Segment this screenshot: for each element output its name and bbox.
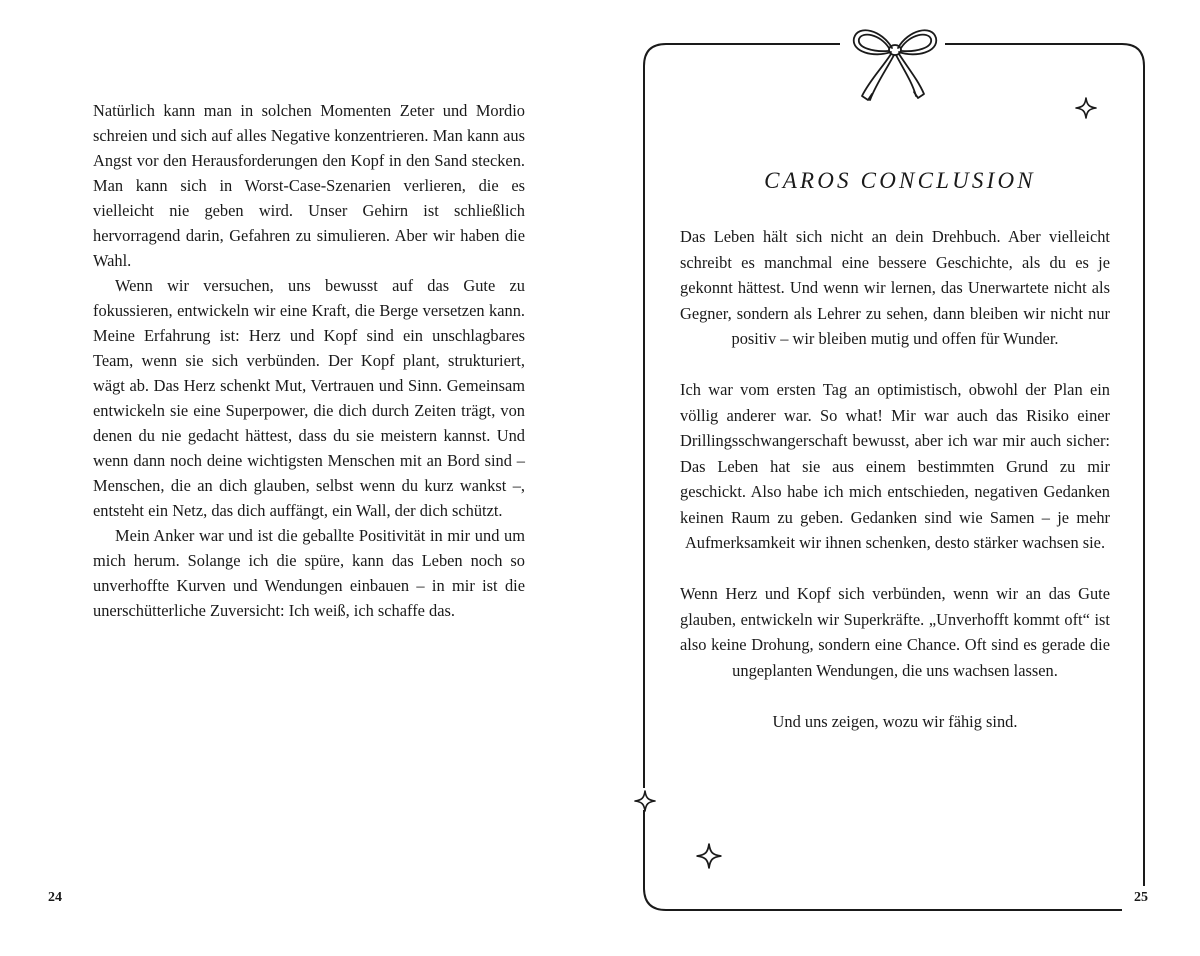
right-page [600, 0, 1200, 956]
body-paragraph-3: Mein Anker war und ist die geballte Positivität in mir und um mich herum. Solange ich die spüre, kann das Leben noch so unverhoffte Kurven und Wendungen einbauen – in mir ist die unerschütterliche Zuversicht: Ich weiß, ich schaffe das. [93, 526, 525, 620]
bow-icon [848, 24, 942, 114]
sparkle-icon [1075, 97, 1097, 119]
body-paragraph-2: Wenn wir versuchen, uns bewusst auf das Gute zu fokussieren, entwickeln wir eine Kraft, die Berge versetzen kann. Meine Erfahrung ist: Herz und Kopf sind ein unschlagbares Team, wenn sie sich verbünden. Der Kopf plant, strukturiert, wägt ab. Das Herz schenkt Mut, Vertrauen und Sinn. Gemeinsam entwickeln sie eine Superpower, die dich durch Zeiten trägt, von denen du nie gedacht hättest, dass du sie meistern kannst. Und wenn dann noch deine wichtigsten Menschen mit an Bord sind – Menschen, die an dich glauben, selbst wenn du kurz wankst –, entsteht ein Netz, das dich auffängt, ein Wall, der dich schützt. [93, 276, 525, 520]
conclusion-paragraph-4: Und uns zeigen, wozu wir fähig sind. [772, 711, 1018, 731]
sparkle-icon [634, 790, 656, 812]
page-number-left: 24 [48, 890, 62, 905]
sparkle-icon [696, 843, 722, 869]
left-page-body [93, 98, 525, 623]
conclusion-body [680, 224, 1110, 760]
conclusion-paragraph-2: Ich war vom ersten Tag an optimistisch, obwohl der Plan ein völlig anderer war. So what! Mir war auch das Risiko einer Drillingsschwangerschaft bewusst, aber ich war mir auch sicher: Das Leben hat sie aus einem bestimmten Grund zu mir geschickt. Also habe ich mich entschieden, negativen Gedanken keinen Raum zu geben. Gedanken sind wie Samen – je mehr Aufmerksamkeit wir ihnen schenken, desto stärker wachsen sie. [680, 380, 1110, 552]
conclusion-paragraph-1: Das Leben hält sich nicht an dein Drehbuch. Aber vielleicht schreibt es manchmal eine bessere Geschichte, als du es je gekonnt hättest. Und wenn wir lernen, das Unerwartete nicht als Gegner, sondern als Lehrer zu sehen, dann bleiben wir nicht nur positiv – wir bleiben mutig und offen für Wunder. [680, 227, 1110, 348]
conclusion-title: CAROS CONCLUSION [764, 168, 1036, 193]
body-paragraph-1: Natürlich kann man in solchen Momenten Zeter und Mordio schreien und sich auf alles Negative konzentrieren. Man kann aus Angst vor den Herausforderungen den Kopf in den Sand stecken. Man kann sich in Worst-Case-Szenarien verlieren, die es vielleicht nie geben wird. Unser Gehirn ist schließlich hervorragend darin, Gefahren zu simulieren. Aber wir haben die Wahl. [93, 101, 525, 270]
page-number-right: 25 [1134, 890, 1148, 905]
conclusion-paragraph-3: Wenn Herz und Kopf sich verbünden, wenn wir an das Gute glauben, entwickeln wir Superkräfte. „Unverhofft kommt oft“ ist also keine Drohung, sondern eine Chance. Oft sind es gerade die ungeplanten Wendungen, die uns wachsen lassen. [680, 584, 1110, 680]
